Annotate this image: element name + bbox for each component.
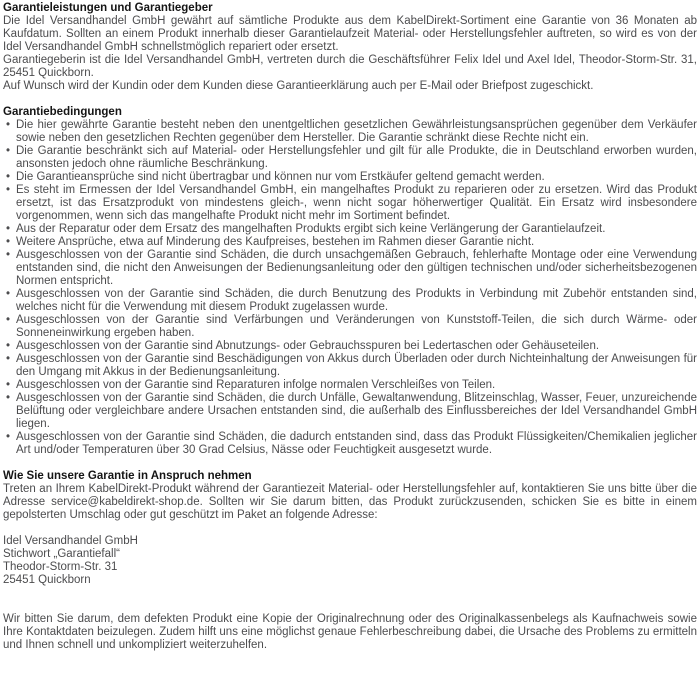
list-item: • Ausgeschlossen von der Garantie sind Beschädigungen von Akkus durch Überladen oder durch Nichteinhaltung der Anweisungen für den Umgang mit Akkus in der Bedienungsanleitung. bbox=[3, 353, 697, 379]
section-spacer bbox=[3, 522, 697, 535]
list-item: • Ausgeschlossen von der Garantie sind Schäden, die durch Unfälle, Gewaltanwendung, Blitzeinschlag, Wasser, Feuer, unzureichende Belüftung oder vergleichbare andere Ursachen entstanden sind, die außerhalb des Einflussbereiches der Idel Versandhandel GmbH liegen. bbox=[3, 392, 697, 431]
list-item: • Es steht im Ermessen der Idel Versandhandel GmbH, ein mangelhaftes Produkt zu reparieren oder zu ersetzen. Wird das Produkt ersetzt, ist das Ersatzprodukt von mindestens gleich-, wenn nicht sogar höherwertiger Qualität. Ein Ersatz wird insbesondere vorgenommen, wenn sich das mangelhafte Produkt nicht mehr im Sortiment befindet. bbox=[3, 184, 697, 223]
section-heading-garantiebedingungen: Garantiebedingungen bbox=[3, 106, 122, 118]
section-spacer bbox=[3, 587, 697, 613]
list-item: • Ausgeschlossen von der Garantie sind Schäden, die durch Benutzung des Produkts in Verbindung mit Zubehör entstanden sind, welches nicht für die Verwendung mit diesem Produkt zugelassen wurde. bbox=[3, 288, 697, 314]
list-item: • Ausgeschlossen von der Garantie sind Abnutzungs- oder Gebrauchsspuren bei Ledertaschen oder Gehäuseteilen. bbox=[3, 340, 697, 353]
list-item: • Aus der Reparatur oder dem Ersatz des mangelhaften Produkts ergibt sich keine Verlängerung der Garantielaufzeit. bbox=[3, 223, 697, 236]
address-line-keyword: Stichwort „Garantiefall“ bbox=[3, 548, 120, 560]
paragraph-garantiegeberin: Garantiegeberin ist die Idel Versandhandel GmbH, vertreten durch die Geschäftsführer Felix Idel und Axel Idel, Theodor-Storm-Str. 31, 25451 Quickborn. bbox=[3, 54, 697, 79]
list-item: • Ausgeschlossen von der Garantie sind Reparaturen infolge normalen Verschleißes von Teilen. bbox=[3, 379, 697, 392]
section-spacer bbox=[3, 457, 697, 470]
list-item: • Ausgeschlossen von der Garantie sind Verfärbungen und Veränderungen von Kunststoff-Teilen, die sich durch Wärme- oder Sonneneinwirkung ergeben haben. bbox=[3, 314, 697, 340]
list-item: • Die Garantie beschränkt sich auf Material- oder Herstellungsfehler und gilt für alle Produkte, die in Deutschland erworben wurden, ansonsten jedoch ohne räumliche Beschränkung. bbox=[3, 145, 697, 171]
paragraph-kontakt: Treten an Ihrem KabelDirekt-Produkt während der Garantiezeit Material- oder Herstellungsfehler auf, kontaktieren Sie uns bitte über die Adresse service@kabeldirekt-shop.de. Sollten wir Sie darum bitten, das Produkt zurückzusenden, schicken Sie es bitte in einem gepolsterten Umschlag oder gut geschützt im Paket an folgende Adresse: bbox=[3, 483, 697, 521]
list-item: • Ausgeschlossen von der Garantie sind Schäden, die dadurch entstanden sind, dass das Produkt Flüssigkeiten/Chemikalien jeglicher Art und/oder Temperaturen über 30 Grad Celsius, Nässe oder Feuchtigkeit ausgesetzt wurde. bbox=[3, 431, 697, 457]
paragraph-kaufnachweis: Wir bitten Sie darum, dem defekten Produkt eine Kopie der Originalrechnung oder des Originalkassenbelegs als Kaufnachweis sowie Ihre Kontaktdaten beizulegen. Zudem hilft uns eine möglichst genaue Fehlerbeschreibung dabei, die Ursache des Problems zu ermitteln und Ihnen schnell und unkompliziert weiterzuhelfen. bbox=[3, 613, 697, 651]
section-heading-garantieleistungen: Garantieleistungen und Garantiegeber bbox=[3, 2, 213, 14]
list-item: • Die hier gewährte Garantie besteht neben den unentgeltlichen gesetzlichen Gewährleistungsansprüchen gegenüber dem Verkäufer sowie neben den gesetzlichen Rechten gegenüber dem Hersteller. Die Garantie schränkt diese Rechte nicht ein. bbox=[3, 119, 697, 145]
section-heading-anspruch: Wie Sie unsere Garantie in Anspruch nehmen bbox=[3, 470, 252, 482]
paragraph-garantie-intro: Die Idel Versandhandel GmbH gewährt auf sämtliche Produkte aus dem KabelDirekt-Sortiment eine Garantie von 36 Monaten ab Kaufdatum. Sollten an einem Produkt innerhalb dieser Garantielaufzeit Material- oder Herstellungsfehler auftreten, so wird es von der Idel Versandhandel GmbH schnellstmöglich repariert oder ersetzt. bbox=[3, 15, 697, 53]
section-spacer bbox=[3, 93, 697, 106]
warranty-conditions-list bbox=[3, 119, 697, 457]
address-line-company: Idel Versandhandel GmbH bbox=[3, 535, 138, 547]
return-address-block bbox=[3, 535, 697, 587]
list-item: • Die Garantieansprüche sind nicht übertragbar und können nur vom Erstkäufer geltend gemacht werden. bbox=[3, 171, 697, 184]
list-item: • Weitere Ansprüche, etwa auf Minderung des Kaufpreises, bestehen im Rahmen dieser Garantie nicht. bbox=[3, 236, 697, 249]
address-line-street: Theodor-Storm-Str. 31 bbox=[3, 561, 118, 573]
paragraph-garantieerklaerung: Auf Wunsch wird der Kundin oder dem Kunden diese Garantieerklärung auch per E-Mail oder Briefpost zugeschickt. bbox=[3, 80, 594, 92]
list-item: • Ausgeschlossen von der Garantie sind Schäden, die durch unsachgemäßen Gebrauch, fehlerhafte Montage oder eine Verwendung entstanden sind, die nicht den Anweisungen der Bedienungsanleitung oder den gültigen technischen und/oder sicherheitsbezogenen Normen entspricht. bbox=[3, 249, 697, 288]
address-line-city: 25451 Quickborn bbox=[3, 574, 91, 586]
